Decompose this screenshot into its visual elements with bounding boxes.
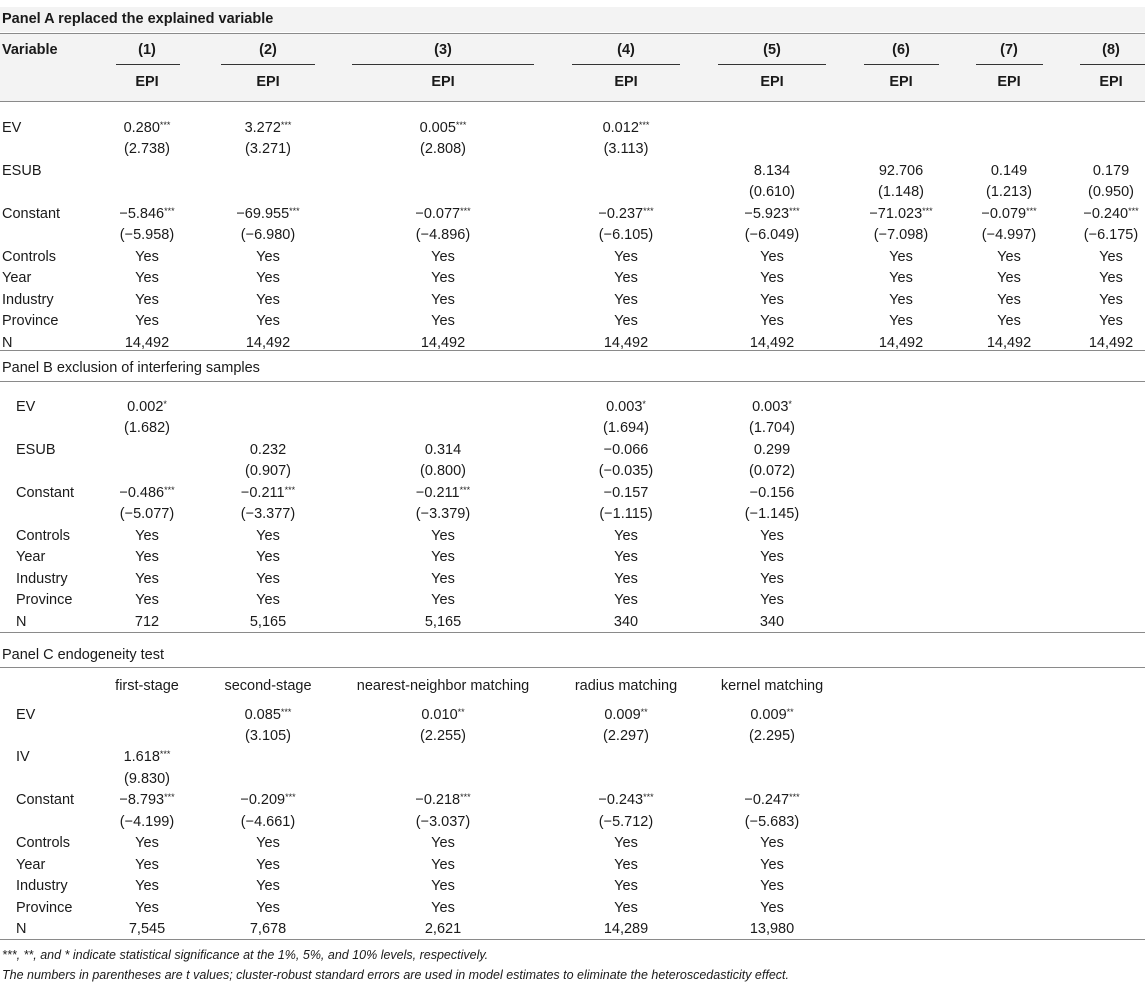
table-cell: −0.243*** (598, 792, 654, 808)
table-cell: Yes (614, 528, 638, 544)
table-cell: Yes (135, 549, 159, 565)
table-cell: 92.706 (878, 163, 924, 179)
column-number-header: (8) (1102, 42, 1120, 58)
model-subheader: first-stage (115, 678, 179, 694)
table-cell: Yes (997, 292, 1021, 308)
table-cell: 7,545 (128, 921, 166, 937)
table-cell: (−4.997) (981, 227, 1037, 243)
variable-header: Variable (2, 42, 58, 58)
row-label: Year (16, 857, 46, 873)
table-cell: Yes (614, 900, 638, 916)
table-cell: (2.255) (420, 728, 466, 744)
table-cell: Yes (889, 313, 913, 329)
table-cell: Yes (135, 313, 159, 329)
table-cell: (−6.980) (240, 227, 296, 243)
table-cell: Yes (431, 857, 455, 873)
table-cell: (−3.037) (415, 814, 471, 830)
table-cell: 0.002* (127, 399, 167, 415)
table-cell: 0.299 (753, 442, 791, 458)
table-cell: (2.808) (420, 141, 466, 157)
column-number-header: (2) (259, 42, 277, 58)
table-cell: (−4.896) (415, 227, 471, 243)
table-cell: Yes (760, 249, 784, 265)
table-cell: −0.486*** (119, 485, 175, 501)
row-label: IV (16, 749, 30, 765)
table-cell: Yes (431, 592, 455, 608)
table-cell: (1.213) (986, 184, 1032, 200)
table-cell: (−4.199) (119, 814, 175, 830)
table-cell: (0.800) (420, 463, 466, 479)
table-cell: Yes (614, 313, 638, 329)
table-cell: (3.113) (603, 141, 649, 157)
table-cell: −0.066 (603, 442, 649, 458)
column-spanner-rule (976, 64, 1043, 65)
dependent-variable-header: EPI (889, 74, 913, 90)
table-cell: 1.618*** (123, 749, 171, 765)
table-cell: 14,492 (124, 335, 170, 351)
table-cell: (−5.958) (119, 227, 175, 243)
rule-table-bottom (0, 939, 1145, 940)
rule-header-bottom (0, 101, 1145, 102)
table-cell: −0.157 (603, 485, 649, 501)
table-cell: 0.012*** (602, 120, 650, 136)
table-cell: (0.950) (1088, 184, 1134, 200)
row-label: EV (16, 399, 36, 415)
table-cell: (−0.035) (598, 463, 654, 479)
table-cell: Yes (614, 835, 638, 851)
rule-panel-c-top (0, 632, 1145, 633)
table-cell: Yes (431, 878, 455, 894)
model-subheader: nearest-neighbor matching (356, 678, 530, 694)
table-cell: 14,492 (878, 335, 924, 351)
table-cell: Yes (431, 292, 455, 308)
table-cell: (2.297) (603, 728, 649, 744)
table-cell: (−6.175) (1083, 227, 1139, 243)
model-subheader: radius matching (574, 678, 678, 694)
table-cell: Yes (135, 528, 159, 544)
panel-a-title: Panel A replaced the explained variable (2, 11, 274, 27)
table-cell: (−5.077) (119, 506, 175, 522)
row-label: EV (16, 707, 36, 723)
dependent-variable-header: EPI (431, 74, 455, 90)
table-cell: Yes (1099, 292, 1123, 308)
table-cell: 14,492 (420, 335, 466, 351)
row-label: Controls (16, 528, 70, 544)
table-cell: Yes (889, 249, 913, 265)
table-cell: −0.211*** (415, 485, 471, 501)
table-cell: Yes (431, 313, 455, 329)
table-cell: Yes (431, 835, 455, 851)
table-cell: Yes (135, 571, 159, 587)
table-cell: (0.907) (245, 463, 291, 479)
table-cell: (−1.145) (744, 506, 800, 522)
table-cell: Yes (431, 549, 455, 565)
column-number-header: (4) (617, 42, 635, 58)
table-cell: Yes (760, 592, 784, 608)
table-cell: Yes (614, 571, 638, 587)
table-cell: 0.085*** (244, 707, 292, 723)
column-header-band (0, 34, 1145, 101)
table-cell: −8.793*** (119, 792, 175, 808)
row-label: ESUB (2, 163, 42, 179)
table-cell: 0.009** (750, 707, 794, 723)
column-number-header: (7) (1000, 42, 1018, 58)
table-cell: Yes (135, 249, 159, 265)
table-cell: Yes (135, 270, 159, 286)
row-label: Year (16, 549, 46, 565)
row-label: EV (2, 120, 22, 136)
column-spanner-rule (1080, 64, 1145, 65)
table-cell: −5.846*** (119, 206, 175, 222)
table-cell: −0.156 (749, 485, 795, 501)
table-cell: −0.211*** (240, 485, 296, 501)
column-number-header: (1) (138, 42, 156, 58)
table-cell: (9.830) (124, 771, 170, 787)
table-cell: 0.232 (249, 442, 287, 458)
table-cell: Yes (1099, 249, 1123, 265)
table-cell: 0.280*** (123, 120, 171, 136)
table-cell: Yes (135, 835, 159, 851)
table-cell: 0.005*** (419, 120, 467, 136)
table-cell: Yes (760, 835, 784, 851)
table-cell: Yes (997, 249, 1021, 265)
table-cell: −5.923*** (744, 206, 800, 222)
table-cell: Yes (256, 900, 280, 916)
column-number-header: (3) (434, 42, 452, 58)
table-cell: −69.955*** (236, 206, 300, 222)
table-cell: 14,492 (245, 335, 291, 351)
table-cell: 340 (613, 614, 639, 630)
table-cell: 3.272*** (244, 120, 292, 136)
footnote-t-values: The numbers in parentheses are t values; cluster-robust standard errors are used in model estimates to eliminate the heteroscedasticity effect. (2, 968, 789, 982)
table-cell: Yes (614, 249, 638, 265)
table-cell: (2.738) (124, 141, 170, 157)
row-label: N (16, 921, 27, 937)
table-cell: Yes (135, 292, 159, 308)
table-cell: (3.105) (245, 728, 291, 744)
row-label: N (2, 335, 13, 351)
table-cell: Yes (431, 571, 455, 587)
table-cell: (−5.683) (744, 814, 800, 830)
row-label: Controls (2, 249, 56, 265)
table-cell: Yes (889, 292, 913, 308)
row-label: Province (16, 900, 73, 916)
table-cell: Yes (135, 900, 159, 916)
table-cell: −0.218*** (415, 792, 471, 808)
panel-title: Panel B exclusion of interfering samples (2, 360, 260, 376)
table-cell: Yes (256, 292, 280, 308)
table-cell: Yes (431, 900, 455, 916)
table-cell: 0.003* (752, 399, 792, 415)
column-spanner-rule (352, 64, 534, 65)
row-label: N (16, 614, 27, 630)
table-cell: Yes (760, 878, 784, 894)
table-cell: Yes (1099, 270, 1123, 286)
table-cell: Yes (760, 857, 784, 873)
table-cell: 0.009** (604, 707, 648, 723)
row-label: Constant (2, 206, 61, 222)
table-cell: −0.077*** (415, 206, 471, 222)
table-cell: −0.237*** (598, 206, 654, 222)
row-label: Industry (16, 878, 68, 894)
table-cell: Yes (614, 270, 638, 286)
table-cell: (−7.098) (873, 227, 929, 243)
table-cell: (−5.712) (598, 814, 654, 830)
table-cell: Yes (256, 592, 280, 608)
table-cell: (1.148) (878, 184, 924, 200)
table-cell: Yes (135, 592, 159, 608)
table-cell: 14,289 (603, 921, 649, 937)
table-cell: (−1.115) (599, 506, 653, 522)
table-cell: (3.271) (245, 141, 291, 157)
column-number-header: (5) (763, 42, 781, 58)
dependent-variable-header: EPI (760, 74, 784, 90)
table-cell: Yes (256, 571, 280, 587)
table-cell: (1.704) (749, 420, 795, 436)
table-cell: Yes (889, 270, 913, 286)
dependent-variable-header: EPI (135, 74, 159, 90)
table-cell: Yes (997, 270, 1021, 286)
row-label: ESUB (16, 442, 56, 458)
table-cell: (−6.105) (598, 227, 654, 243)
table-cell: (1.694) (603, 420, 649, 436)
rule-panel-c-title-bottom (0, 667, 1145, 668)
table-cell: (−3.377) (240, 506, 296, 522)
dependent-variable-header: EPI (256, 74, 280, 90)
table-cell: Yes (256, 835, 280, 851)
table-cell: −0.240*** (1083, 206, 1139, 222)
table-cell: (−3.379) (415, 506, 471, 522)
row-label: Province (16, 592, 73, 608)
row-label: Industry (16, 571, 68, 587)
table-cell: (0.072) (749, 463, 795, 479)
table-cell: 0.314 (424, 442, 462, 458)
table-cell: (2.295) (749, 728, 795, 744)
table-cell: 14,492 (749, 335, 795, 351)
model-subheader: second-stage (224, 678, 312, 694)
table-cell: Yes (256, 857, 280, 873)
table-cell: Yes (760, 313, 784, 329)
table-cell: Yes (760, 571, 784, 587)
table-cell: −71.023*** (869, 206, 933, 222)
table-cell: Yes (256, 528, 280, 544)
rule-panel-b-title-bottom (0, 381, 1145, 382)
table-cell: Yes (1099, 313, 1123, 329)
table-cell: Yes (760, 292, 784, 308)
table-cell: Yes (614, 292, 638, 308)
table-cell: 5,165 (424, 614, 462, 630)
table-cell: Yes (997, 313, 1021, 329)
column-spanner-rule (864, 64, 939, 65)
table-cell: Yes (256, 249, 280, 265)
row-label: Constant (16, 792, 75, 808)
table-cell: Yes (614, 878, 638, 894)
table-cell: 8.134 (753, 163, 791, 179)
dependent-variable-header: EPI (997, 74, 1021, 90)
row-label: Province (2, 313, 59, 329)
column-spanner-rule (572, 64, 680, 65)
table-cell: (1.682) (124, 420, 170, 436)
table-cell: 0.003* (606, 399, 646, 415)
table-cell: 13,980 (749, 921, 795, 937)
row-label: Constant (16, 485, 75, 501)
table-cell: Yes (431, 270, 455, 286)
table-cell: Yes (760, 549, 784, 565)
table-cell: −0.247*** (744, 792, 800, 808)
column-spanner-rule (116, 64, 180, 65)
table-cell: (−4.661) (240, 814, 296, 830)
table-cell: Yes (760, 528, 784, 544)
table-cell: Yes (256, 270, 280, 286)
table-cell: 14,492 (986, 335, 1032, 351)
dependent-variable-header: EPI (1099, 74, 1123, 90)
dependent-variable-header: EPI (614, 74, 638, 90)
footnote-significance: ***, **, and * indicate statistical significance at the 1%, 5%, and 10% levels, respectively. (2, 948, 489, 962)
table-cell: Yes (256, 878, 280, 894)
row-label: Controls (16, 835, 70, 851)
table-cell: 7,678 (249, 921, 287, 937)
table-cell: 712 (134, 614, 160, 630)
table-cell: Yes (760, 900, 784, 916)
table-cell: Yes (431, 528, 455, 544)
table-cell: Yes (614, 857, 638, 873)
table-cell: Yes (135, 878, 159, 894)
model-subheader: kernel matching (720, 678, 824, 694)
panel-title: Panel C endogeneity test (2, 647, 165, 663)
table-cell: 2,621 (424, 921, 462, 937)
table-cell: Yes (135, 857, 159, 873)
table-cell: Yes (256, 313, 280, 329)
table-cell: 14,492 (603, 335, 649, 351)
row-label: Year (2, 270, 32, 286)
column-spanner-rule (718, 64, 826, 65)
table-cell: 14,492 (1088, 335, 1134, 351)
table-cell: Yes (760, 270, 784, 286)
table-cell: −0.209*** (240, 792, 296, 808)
table-cell: (0.610) (749, 184, 795, 200)
table-cell: 5,165 (249, 614, 287, 630)
table-cell: 0.010** (421, 707, 465, 723)
table-cell: Yes (431, 249, 455, 265)
table-cell: 0.149 (990, 163, 1028, 179)
row-label: Industry (2, 292, 54, 308)
table-cell: 340 (759, 614, 785, 630)
table-cell: −0.079*** (981, 206, 1037, 222)
rule-panel-b-top (0, 350, 1145, 351)
column-number-header: (6) (892, 42, 910, 58)
table-cell: Yes (256, 549, 280, 565)
table-cell: Yes (614, 549, 638, 565)
table-cell: (−6.049) (744, 227, 800, 243)
table-cell: Yes (614, 592, 638, 608)
column-spanner-rule (221, 64, 315, 65)
table-cell: 0.179 (1092, 163, 1130, 179)
